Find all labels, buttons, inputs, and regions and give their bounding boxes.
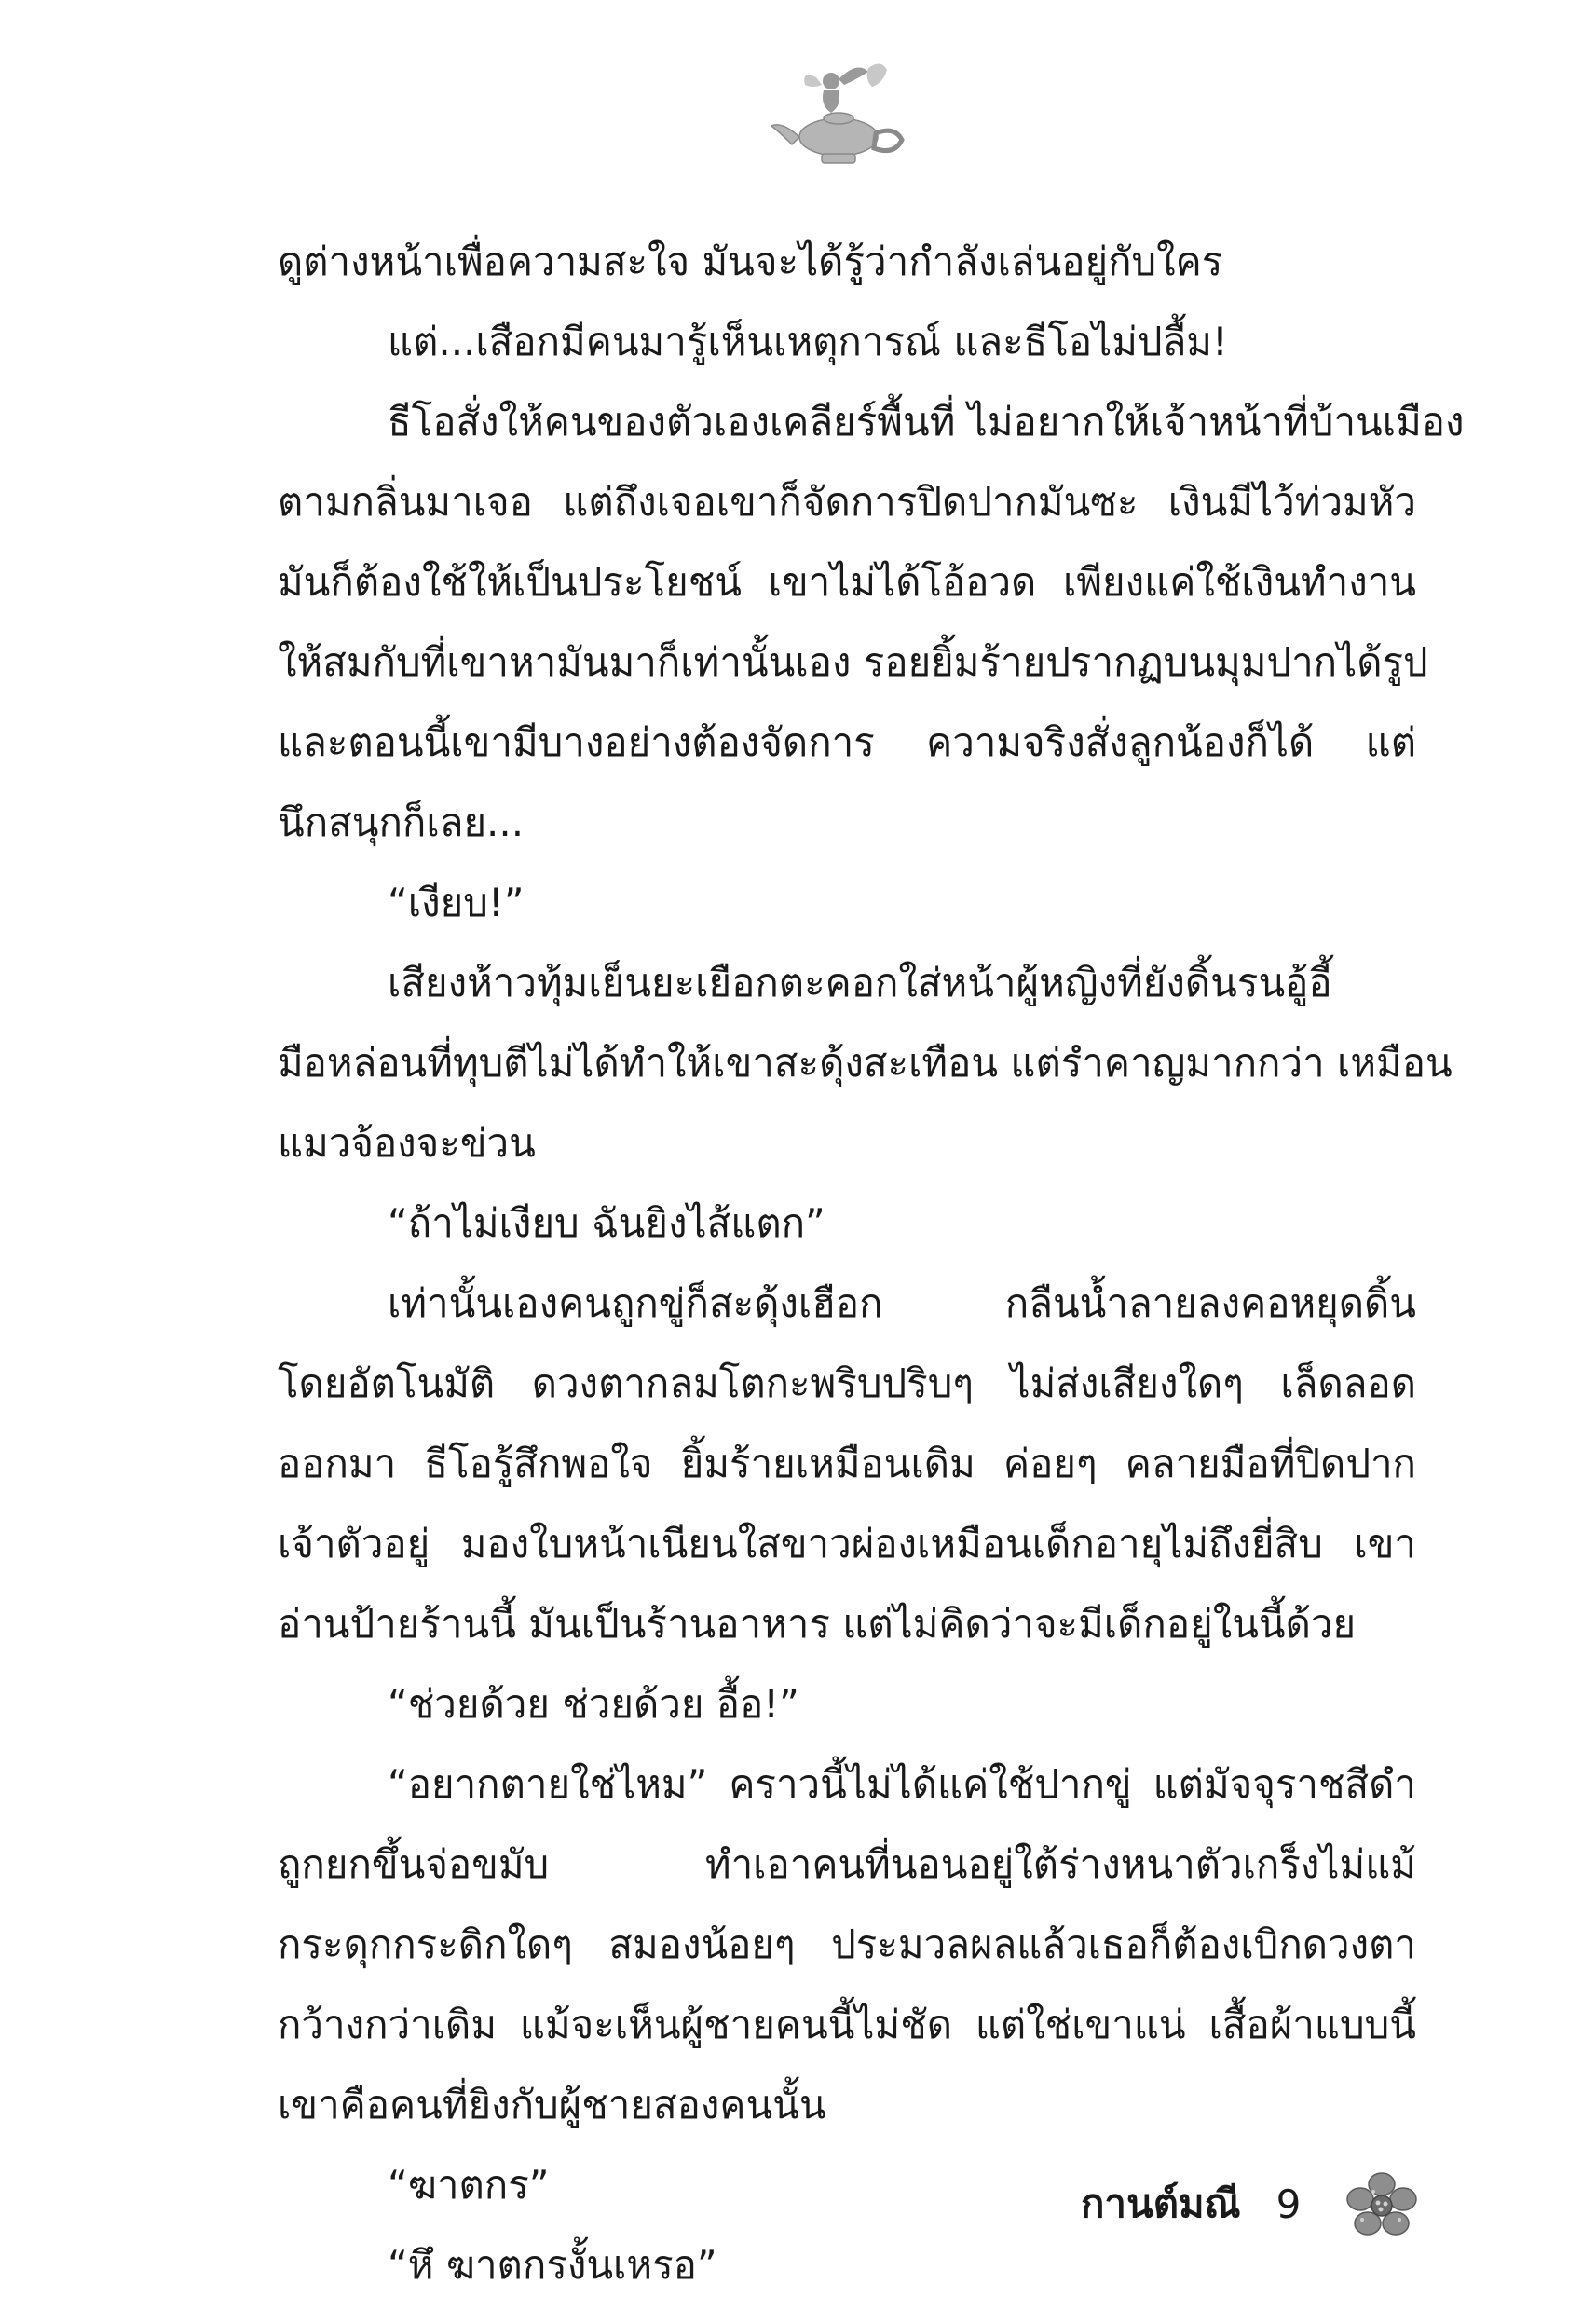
text-line: โดยอัตโนมัติ ดวงตากลมโตกะพริบปริบๆ ไม่ส่งเสียงใดๆ เล็ดลอด	[278, 1361, 1416, 1406]
text-line: เท่านั้นเองคนถูกขู่ก็สะดุ้งเฮือก กลืนน้ำลายลงคอหยุดดิ้น	[388, 1280, 1416, 1326]
text-line: แต่...เสือกมีคนมารู้เห็นเหตุการณ์ และธีโอไม่ปลื้ม!	[388, 319, 1228, 364]
flower-icon	[1345, 2171, 1418, 2236]
text-line: กว้างกว่าเดิม แม้จะเห็นผู้ชายคนนี้ไม่ชัด แต่ใช่เขาแน่ เสื้อผ้าแบบนี้	[278, 2002, 1416, 2047]
dialogue-line: “เงียบ!”	[388, 880, 525, 925]
text-line: ให้สมกับที่เขาหามันมาก็เท่านั้นเอง รอยยิ้มร้ายปรากฏบนมุมปากได้รูป	[278, 639, 1428, 685]
text-line: และตอนนี้เขามีบางอย่างต้องจัดการ ความจริงสั่งลูกน้องก็ได้ แต่	[278, 719, 1416, 765]
text-line: นึกสนุกก็เลย...	[278, 800, 525, 845]
dialogue-line: “ถ้าไม่เงียบ ฉันยิงไส้แตก”	[388, 1200, 825, 1246]
text-line: แมวจ้องจะข่วน	[278, 1120, 536, 1166]
text-line: “อยากตายใช่ไหม” คราวนี้ไม่ได้แค่ใช้ปากขู่ แต่มัจจุราชสีดำ	[388, 1761, 1416, 1807]
page-footer	[1081, 2171, 1418, 2236]
dialogue-line: “ช่วยด้วย ช่วยด้วย อื้อ!”	[388, 1681, 799, 1727]
text-line: ดูต่างหน้าเพื่อความสะใจ มันจะได้รู้ว่ากำลังเล่นอยู่กับใคร	[278, 239, 1223, 284]
text-line: กระดุกกระดิกใดๆ สมองน้อยๆ ประมวลผลแล้วเธอก็ต้องเบิกดวงตา	[278, 1921, 1416, 1967]
text-line: อ่านป้ายร้านนี้ มันเป็นร้านอาหาร แต่ไม่คิดว่าจะมีเด็กอยู่ในนี้ด้วย	[278, 1601, 1357, 1647]
text-line: มันก็ต้องใช้ให้เป็นประโยชน์ เขาไม่ได้โอ้อวด เพียงแค่ใช้เงินทำงาน	[278, 559, 1416, 605]
text-line: ถูกยกขึ้นจ่อขมับ ทำเอาคนที่นอนอยู่ใต้ร่างหนาตัวเกร็งไม่แม้	[278, 1841, 1416, 1887]
genie-lamp-with-cupid-icon	[764, 51, 913, 168]
text-line: ธีโอสั่งให้คนของตัวเองเคลียร์พื้นที่ ไม่อยากให้เจ้าหน้าที่บ้านเมือง	[388, 399, 1465, 444]
dialogue-line: “ฆาตกร”	[388, 2162, 550, 2208]
text-line: เจ้าตัวอยู่ มองใบหน้าเนียนใสขาวผ่องเหมือนเด็กอายุไม่ถึงยี่สิบ เขา	[278, 1521, 1416, 1566]
book-title: กานต์มณี	[1081, 2181, 1241, 2226]
text-line: ออกมา ธีโอรู้สึกพอใจ ยิ้มร้ายเหมือนเดิม ค่อยๆ คลายมือที่ปิดปาก	[278, 1441, 1416, 1486]
dialogue-line: “หึ ฆาตกรงั้นเหรอ”	[388, 2242, 717, 2288]
text-line: เขาคือคนที่ยิงกับผู้ชายสองคนนั้น	[278, 2082, 826, 2127]
text-line: เสียงห้าวทุ้มเย็นยะเยือกตะคอกใส่หน้าผู้หญิงที่ยังดิ้นรนอู้อี้	[388, 960, 1332, 1005]
text-line: มือหล่อนที่ทุบตีไม่ได้ทำให้เขาสะดุ้งสะเทือน แต่รำคาญมากกว่า เหมือน	[278, 1040, 1453, 1086]
story-text	[278, 222, 1465, 2305]
page-number: 9	[1275, 2181, 1302, 2227]
text-line: ตามกลิ่นมาเจอ แต่ถึงเจอเขาก็จัดการปิดปากมันซะ เงินมีไว้ท่วมหัว	[278, 479, 1416, 525]
